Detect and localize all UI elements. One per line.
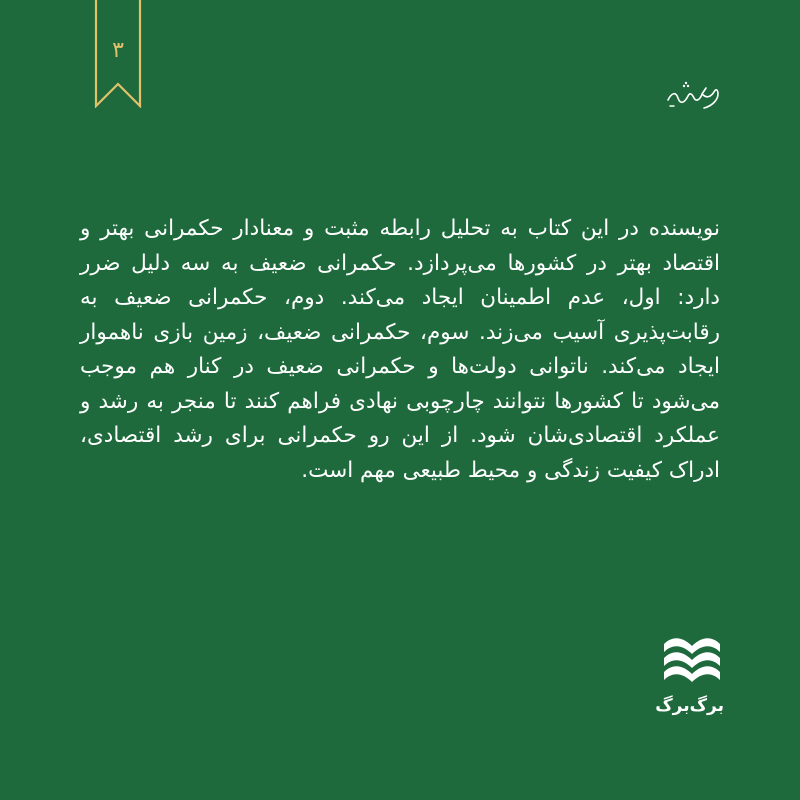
- page-number: ۳: [112, 38, 124, 63]
- open-book-waves-icon: [660, 634, 724, 690]
- publisher-logo-text: برگ‌برگ: [655, 696, 724, 716]
- publisher-logo: [655, 634, 724, 724]
- body-paragraph: نویسنده در این کتاب به تحلیل رابطه مثبت و معنادار حکمرانی بهتر و اقتصاد بهتر در کشورها می‌پردازد. حکمرانی ضعیف به سه دلیل ضرر دارد: اول، عدم اطمینان ایجاد می‌کند. دوم، حکمرانی ضعیف به رقابت‌پذیری آسیب می‌زند. سوم، حکمرانی ضعیف، زمین بازی ناهموار ایجاد می‌کند. ناتوانی دولت‌ها و حکمرانی ضعیف در کنار هم موجب می‌شود تا کشورها نتوانند چارچوبی نهادی فراهم کنند تا منجر به رشد و عملکرد اقتصادی‌شان شود. از این رو حکمرانی برای رشد اقتصادی، ادراک کیفیت زندگی و محیط طبیعی مهم است.: [80, 216, 720, 483]
- publisher-signature-icon: [662, 78, 722, 112]
